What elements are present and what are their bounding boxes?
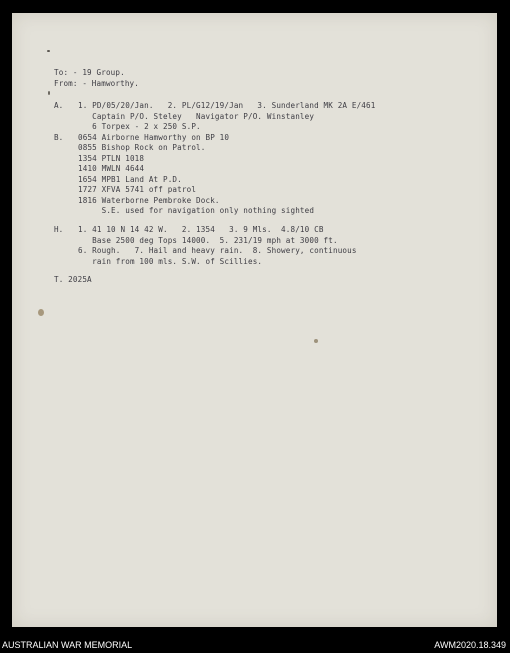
paper-mark: [48, 91, 50, 95]
section-b-line-2: 0855 Bishop Rock on Patrol.: [78, 143, 206, 152]
section-t-text: T. 2025A: [54, 275, 92, 284]
section-b-line-6: 1727 XFVA 5741 off patrol: [78, 185, 197, 194]
section-h-line-4: rain from 100 mls. S.W. of Scillies.: [78, 256, 263, 266]
section-b-label: B.: [54, 132, 64, 142]
section-h-line-3: 6. Rough. 7. Hail and heavy rain. 8. Showery, continuous: [78, 246, 357, 255]
section-a-line-1: 1. PD/05/20/Jan. 2. PL/G12/19/Jan 3. Sunderland MK 2A E/461: [78, 101, 376, 110]
paper-stain: [38, 309, 44, 316]
footer-institution: AUSTRALIAN WAR MEMORIAL: [2, 640, 133, 650]
section-b-line-7: 1816 Waterborne Pembroke Dock.: [78, 195, 220, 205]
section-h-line-1: 1. 41 10 N 14 42 W. 2. 1354 3. 9 Mls. 4.8/10 CB: [78, 225, 324, 234]
footer-accession-number: AWM2020.18.349: [434, 640, 506, 650]
section-a-line-2: Captain P/O. Steley Navigator P/O. Winstanley: [78, 111, 315, 121]
section-b-line-1: 0654 Airborne Hamworthy on BP 10: [78, 132, 230, 142]
section-h-label: H.: [54, 225, 64, 234]
typed-document-page: [12, 13, 497, 627]
paper-mark: [47, 50, 50, 52]
section-b-line-8: S.E. used for navigation only nothing sighted: [78, 206, 315, 215]
section-b-line-4: 1410 MWLN 4644: [78, 164, 145, 173]
section-a-line-3: 6 Torpex - 2 x 250 S.P.: [78, 122, 201, 131]
footer-bar: [0, 637, 510, 653]
section-h-line-2: Base 2500 deg Tops 14000. 5. 231/19 mph at 3000 ft.: [78, 235, 338, 245]
section-b-line-3: 1354 PTLN 1018: [78, 153, 145, 163]
header-to: To: - 19 Group.: [54, 68, 125, 77]
paper-stain: [314, 339, 318, 343]
section-a-label: A.: [54, 101, 64, 110]
section-b-line-5: 1654 MPB1 Land At P.D.: [78, 174, 182, 184]
header-from: From: - Hamworthy.: [54, 79, 139, 88]
